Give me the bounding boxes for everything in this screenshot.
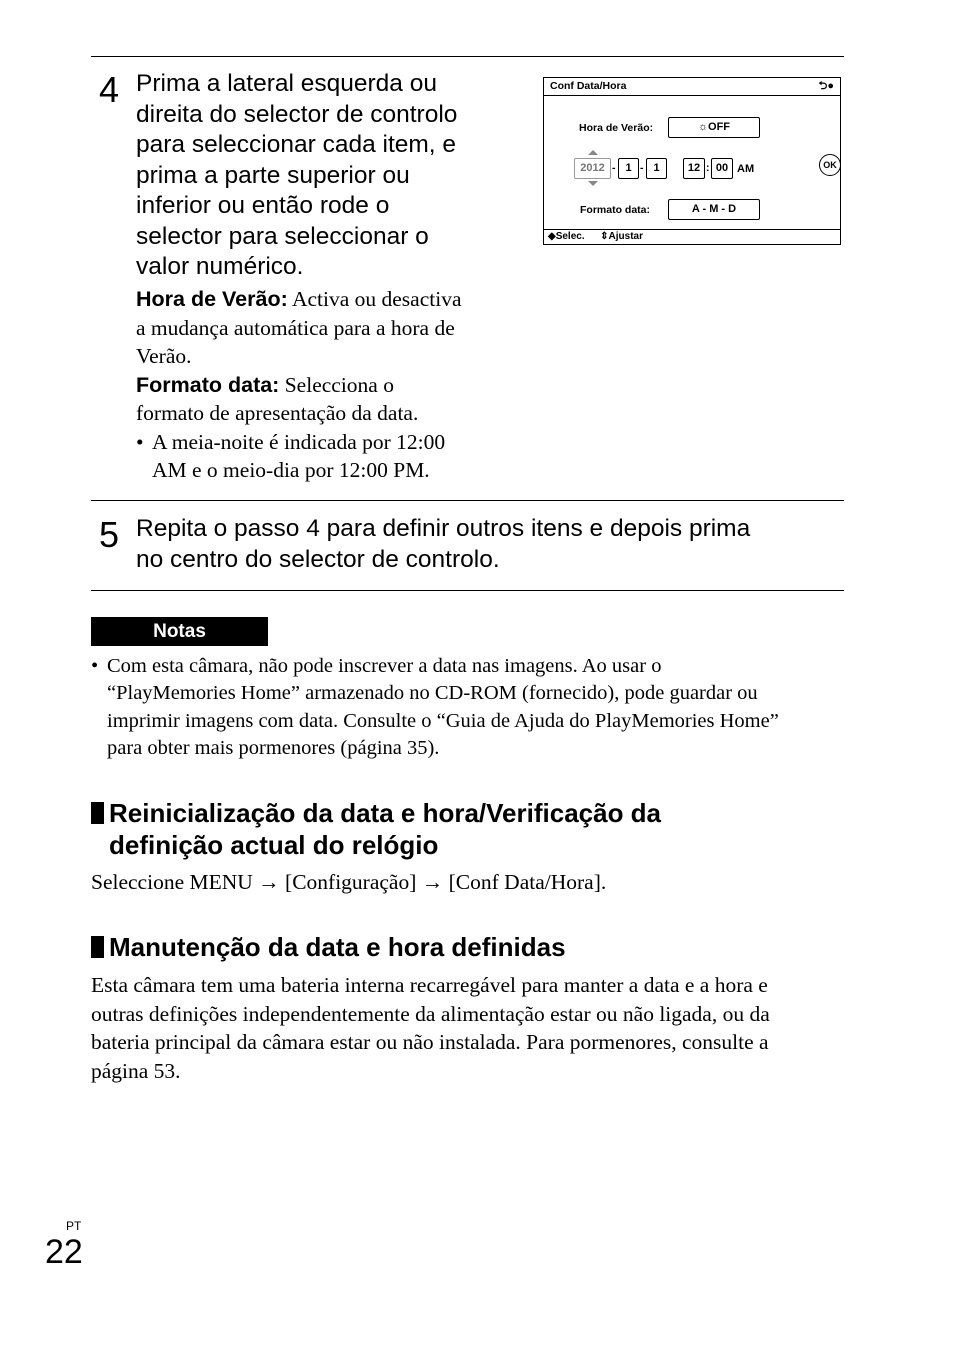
screen-year-field: 2012 bbox=[574, 158, 611, 179]
body-line: bateria principal da câmara estar ou não instalada. Para pormenores, consulte a bbox=[91, 1030, 769, 1054]
note-line: “PlayMemories Home” armazenado no CD-ROM (fornecido), pode guardar ou bbox=[107, 682, 758, 705]
screen-ampm: AM bbox=[737, 163, 755, 175]
section-title-line: Reinicialização da data e hora/Verificação da bbox=[109, 798, 662, 828]
section-maintenance-heading bbox=[91, 931, 851, 963]
midnight-bullet-cont bbox=[136, 456, 516, 485]
ok-icon: OK bbox=[819, 154, 841, 176]
note-line: para obter mais pormenores (página 35). bbox=[107, 736, 440, 759]
section-reset-body: Seleccione MENU → [Configuração] → [Conf Data/Hora]. bbox=[91, 870, 607, 894]
bullet-text: A meia-noite é indicada por 12:00 bbox=[152, 429, 446, 454]
screen-month-field: 1 bbox=[618, 158, 639, 179]
section-title: Manutenção da data e hora definidas bbox=[109, 932, 566, 962]
dst-definition bbox=[136, 285, 516, 314]
screen-day-field: 1 bbox=[646, 158, 667, 179]
step-5-number: 5 bbox=[99, 514, 120, 555]
note-line: Com esta câmara, não pode inscrever a data nas imagens. Ao usar o bbox=[107, 655, 662, 677]
step-4-line: valor numérico. bbox=[136, 253, 304, 280]
body-line: outras definições independentemente da alimentação estar ou não ligada, ou da bbox=[91, 1001, 770, 1026]
up-arrow-icon bbox=[588, 150, 598, 155]
midnight-bullet bbox=[136, 428, 516, 457]
camera-date-time-screen bbox=[543, 77, 841, 245]
screen-format-field: A - M - D bbox=[668, 199, 760, 220]
section-reset-heading bbox=[91, 797, 851, 861]
step-4-line: Prima a lateral esquerda ou bbox=[136, 70, 437, 97]
screen-hour-field: 12 bbox=[683, 158, 705, 179]
dst-desc-line: Verão. bbox=[136, 344, 192, 368]
step-end-rule bbox=[91, 590, 844, 591]
section-maintenance-body bbox=[91, 971, 861, 1085]
screen-minute-field: 00 bbox=[711, 158, 733, 179]
format-desc-line: formato de apresentação da data. bbox=[136, 401, 419, 425]
language-code: PT bbox=[66, 1219, 82, 1233]
format-definition bbox=[136, 371, 516, 400]
step-5-line: Repita o passo 4 para definir outros itens e depois prima bbox=[136, 515, 751, 542]
step-4-details bbox=[136, 285, 516, 485]
date-separator: - bbox=[640, 162, 644, 174]
step-4-line: direita do selector de controlo bbox=[136, 100, 458, 128]
format-desc: Selecciona o bbox=[284, 372, 394, 397]
screen-dst-field: ☼OFF bbox=[668, 117, 760, 138]
bullet-dot: • bbox=[91, 655, 99, 677]
step-4-instructions bbox=[136, 69, 536, 283]
screen-footer bbox=[544, 229, 840, 244]
section-title-line: definição actual do relógio bbox=[109, 830, 439, 860]
note-line: imprimir imagens com data. Consulte o “Guia de Ajuda do PlayMemories Home” bbox=[107, 709, 779, 732]
select-hint: ◆Selec. bbox=[548, 231, 585, 242]
format-term: Formato data: bbox=[136, 372, 280, 397]
note-bullet bbox=[91, 653, 851, 680]
back-icon: ⮌● bbox=[818, 80, 834, 92]
dst-term: Hora de Verão: bbox=[136, 287, 288, 311]
bullet-dot: • bbox=[136, 429, 144, 454]
down-arrow-icon bbox=[588, 181, 598, 186]
bullet-text: AM e o meio-dia por 12:00 PM. bbox=[152, 458, 430, 482]
notes-body bbox=[91, 653, 851, 762]
step-4-number: 4 bbox=[99, 69, 120, 110]
section-marker-icon bbox=[91, 936, 104, 958]
notes-label: Notas bbox=[91, 617, 268, 646]
step-5-line: no centro do selector de controlo. bbox=[136, 545, 500, 573]
step-4-line: inferior ou então rode o bbox=[136, 192, 390, 219]
step-4-line: para seleccionar cada item, e bbox=[136, 131, 457, 158]
page-number: 22 bbox=[45, 1233, 83, 1271]
dst-desc: Activa ou desactiva bbox=[291, 287, 462, 311]
body-line: página 53. bbox=[91, 1058, 181, 1083]
adjust-hint: ⇕Ajustar bbox=[600, 231, 644, 242]
step-4-line: prima a parte superior ou bbox=[136, 161, 410, 189]
step-5-instructions bbox=[136, 514, 836, 575]
screen-title: Conf Data/Hora bbox=[544, 78, 840, 96]
body-line: Esta câmara tem uma bateria interna recarregável para manter a data e a hora e bbox=[91, 973, 768, 997]
screen-dst-label: Hora de Verão: bbox=[579, 122, 654, 134]
dst-desc-line: a mudança automática para a hora de bbox=[136, 315, 455, 340]
step-4-line: selector para seleccionar o bbox=[136, 222, 429, 250]
date-separator: - bbox=[612, 162, 616, 174]
section-marker-icon bbox=[91, 802, 104, 824]
screen-format-label: Formato data: bbox=[580, 204, 651, 216]
top-rule bbox=[91, 56, 844, 57]
time-separator: : bbox=[706, 162, 710, 174]
step-divider bbox=[91, 500, 844, 501]
